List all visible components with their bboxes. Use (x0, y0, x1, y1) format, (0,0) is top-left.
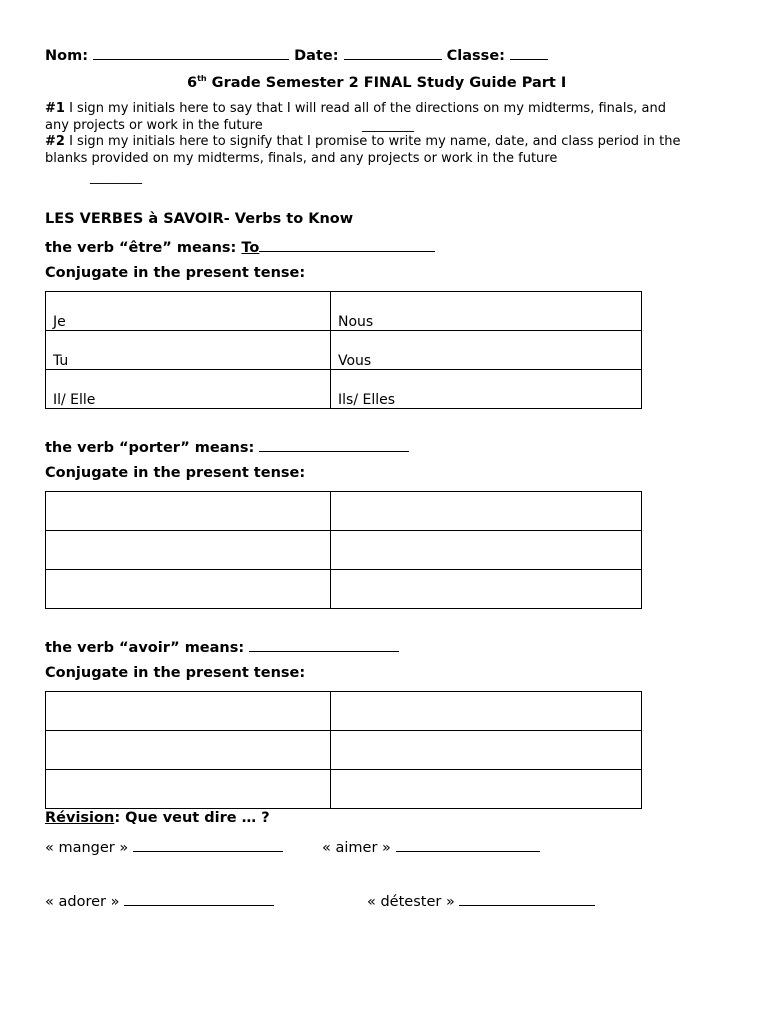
porter-conjugation-table (45, 491, 642, 609)
classe-blank[interactable] (510, 46, 548, 60)
page-title: 6th Grade Semester 2 FINAL Study Guide Part I (187, 74, 567, 91)
table-row (46, 570, 642, 609)
pledge-1-line-1: #1 I sign my initials here to say that I will read all of the directions on my midterms, finals, and (45, 101, 666, 116)
revision-item-adorer: « adorer » (45, 892, 274, 910)
table-row (46, 292, 642, 331)
adorer-answer-blank[interactable] (124, 892, 274, 906)
pledge-2-initials-blank[interactable]: ________ (90, 170, 142, 185)
table-cell[interactable] (46, 570, 331, 609)
classe-label: Classe: (446, 48, 505, 64)
table-cell[interactable] (331, 570, 642, 609)
pledge-2-line-2: blanks provided on my midterms, finals, and any projects or work in the future (45, 151, 558, 166)
pledge-2-line-1: #2 I sign my initials here to signify that I promise to write my name, date, and class period in the (45, 134, 681, 149)
aimer-answer-blank[interactable] (396, 838, 540, 852)
date-blank[interactable] (344, 46, 442, 60)
table-cell[interactable] (331, 492, 642, 531)
avoir-question: the verb “avoir” means: (45, 638, 399, 656)
table-row (46, 331, 642, 370)
table-cell[interactable] (46, 531, 331, 570)
table-cell[interactable] (331, 731, 642, 770)
table-cell[interactable] (331, 292, 642, 331)
porter-answer-blank[interactable] (259, 438, 409, 452)
table-cell[interactable] (331, 331, 642, 370)
avoir-conjugate-label: Conjugate in the present tense: (45, 665, 306, 681)
table-cell[interactable] (46, 731, 331, 770)
table-row (46, 692, 642, 731)
revision-item-detester: « détester » (367, 892, 595, 910)
revision-heading: Révision: Que veut dire … ? (45, 810, 270, 826)
etre-conjugation-table (45, 291, 642, 409)
header-line (45, 46, 548, 64)
table-cell[interactable] (331, 370, 642, 409)
pronoun-ils-elles: Ils/ Elles (338, 392, 396, 408)
table-row (46, 370, 642, 409)
nom-label: Nom: (45, 48, 89, 64)
verbs-heading: LES VERBES à SAVOIR- Verbs to Know (45, 211, 354, 227)
pledge-1-line-2: any projects or work in the future (45, 118, 263, 133)
porter-conjugate-label: Conjugate in the present tense: (45, 465, 306, 481)
manger-answer-blank[interactable] (133, 838, 283, 852)
pronoun-je: Je (53, 314, 66, 330)
table-cell[interactable] (331, 770, 642, 809)
revision-item-manger: « manger » (45, 838, 283, 856)
pledge-1-initials-blank[interactable]: ________ (362, 118, 414, 133)
avoir-conjugation-table (45, 691, 642, 809)
table-cell[interactable] (46, 770, 331, 809)
etre-question: the verb “être” means: To (45, 238, 435, 256)
etre-answer-blank-tail (409, 238, 435, 252)
table-cell[interactable] (46, 370, 331, 409)
table-row (46, 731, 642, 770)
pronoun-tu: Tu (53, 353, 69, 369)
revision-item-aimer: « aimer » (322, 838, 540, 856)
table-cell[interactable] (331, 531, 642, 570)
etre-conjugate-label: Conjugate in the present tense: (45, 265, 306, 281)
nom-blank[interactable] (93, 46, 289, 60)
date-label: Date: (294, 48, 339, 64)
table-cell[interactable] (46, 292, 331, 331)
pronoun-il-elle: Il/ Elle (53, 392, 96, 408)
porter-question: the verb “porter” means: (45, 438, 409, 456)
table-row (46, 770, 642, 809)
etre-answer-blank[interactable] (259, 238, 409, 252)
table-cell[interactable] (46, 492, 331, 531)
table-cell[interactable] (46, 331, 331, 370)
table-row (46, 531, 642, 570)
etre-answer-start: To (241, 240, 260, 256)
table-cell[interactable] (46, 692, 331, 731)
pronoun-nous: Nous (338, 314, 374, 330)
avoir-answer-blank[interactable] (249, 638, 399, 652)
table-cell[interactable] (331, 692, 642, 731)
detester-answer-blank[interactable] (459, 892, 595, 906)
pronoun-vous: Vous (338, 353, 372, 369)
table-row (46, 492, 642, 531)
